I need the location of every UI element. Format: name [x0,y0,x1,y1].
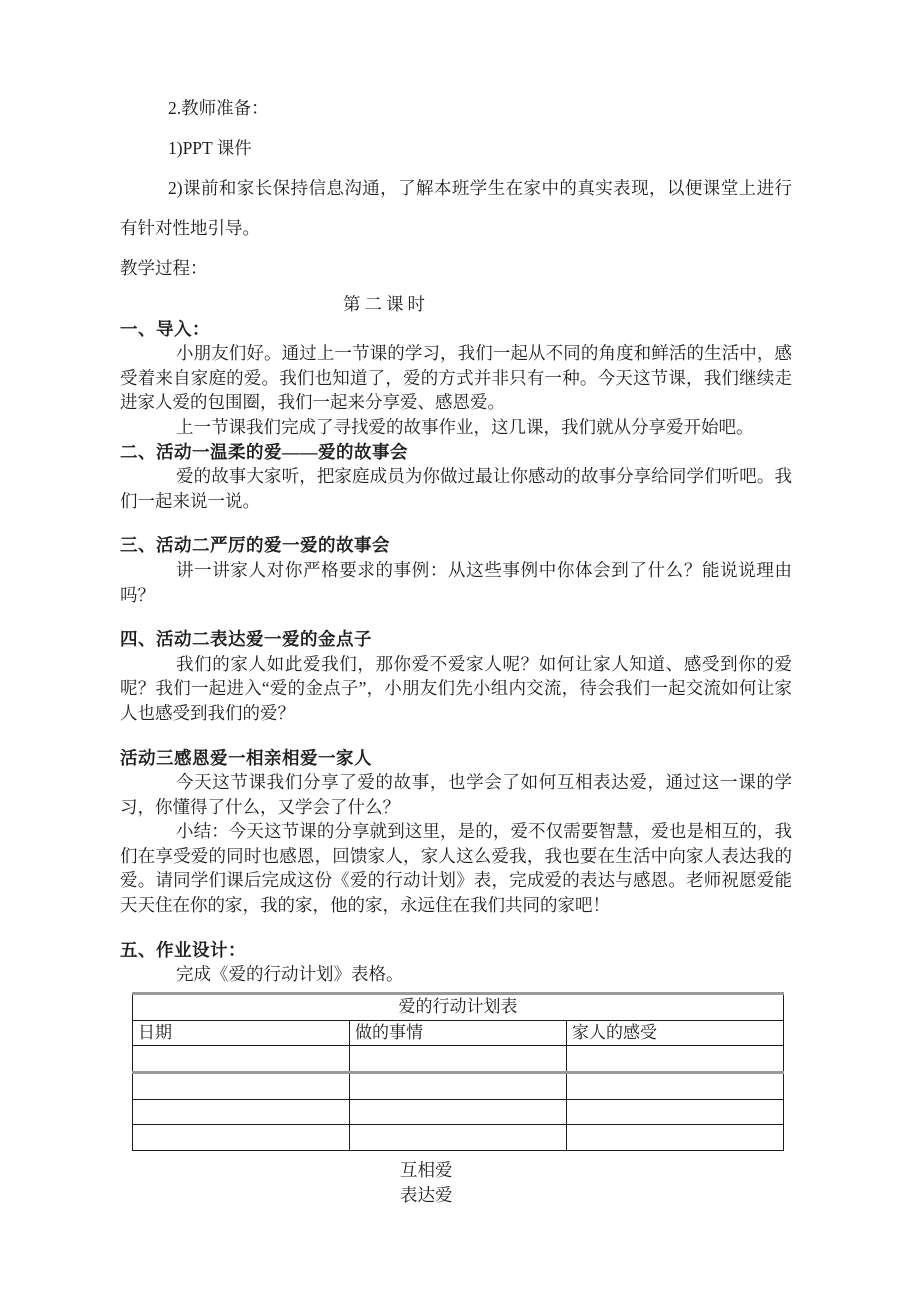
table-header-family-feeling: 家人的感受 [567,1020,784,1046]
table-empty-cell [567,1073,784,1100]
table-empty-cell [350,1046,567,1073]
prep-line-communication: 2)课前和家长保持信息沟通，了解本班学生在家中的真实表现，以便课堂上进行有针对性地引导。 [120,178,792,238]
table-empty-cell [350,1125,567,1151]
table-empty-cell [133,1125,350,1151]
process-heading: 教学过程： [120,258,208,278]
table-empty-cell [567,1099,784,1125]
footer-line-express-love: 表达爱 [400,1184,453,1205]
section6-heading: 五、作业设计： [120,939,246,960]
table-empty-cell [567,1046,784,1073]
lesson-body [120,292,792,1208]
table-empty-cell [350,1099,567,1125]
table-empty-cell [350,1073,567,1100]
section4-paragraph-1: 我们的家人如此爱我们，那你爱不爱家人呢？如何让家人知道、感受到你的爱呢？我们一起进入“爱的金点子”，小朋友们先小组内交流，待会我们一起交流如何让家人也感受到我们的爱？ [120,653,792,723]
section4-heading: 四、活动二表达爱一爱的金点子 [120,629,372,650]
table-empty-row [133,1073,784,1100]
table-empty-cell [133,1099,350,1125]
section6-paragraph-1: 完成《爱的行动计划》表格。 [176,964,404,985]
table-empty-row [133,1046,784,1073]
table-header-deed: 做的事情 [350,1020,567,1046]
action-plan-table [132,992,784,1151]
table-empty-cell [133,1073,350,1100]
section1-heading: 一、导入： [120,318,210,339]
footer-line-mutual-love: 互相爱 [400,1159,453,1180]
prep-line-ppt: 1)PPT 课件 [168,138,252,158]
section3-paragraph-1: 讲一讲家人对你严格要求的事例：从这些事例中你体会到了什么？能说说理由吗？ [120,559,792,605]
section5-paragraph-1: 今天这节课我们分享了爱的故事，也学会了如何互相表达爱，通过这一课的学习，你懂得了什么，又学会了什么？ [120,772,792,817]
prep-line-teacher: 2.教师准备： [168,98,269,118]
table-empty-cell [133,1046,350,1073]
section5-paragraph-2: 小结：今天这节课的分享就到这里，是的，爱不仅需要智慧，爱也是相互的，我们在享受爱的同时也感恩，回馈家人，家人这么爱我，我也要在生活中向家人表达我的爱。请同学们课后完成这份《爱的行动计划》表，完成爱的表达与感恩。老师祝愿爱能天天住在你的家，我的家，他的家，永远住在我们共同的家吧！ [120,821,792,916]
table-header-date: 日期 [133,1020,350,1046]
table-empty-row [133,1125,784,1151]
section2-heading: 二、活动一温柔的爱——爱的故事会 [120,441,408,462]
section1-paragraph-2: 上一节课我们完成了寻找爱的故事作业，这几课，我们就从分享爱开始吧。 [176,416,754,437]
table-header-row [133,1020,784,1046]
section1-paragraph-1: 小朋友们好。通过上一节课的学习，我们一起从不同的角度和鲜活的生活中，感受着来自家庭的爱。我们也知道了，爱的方式并非只有一种。今天这节课，我们继续走进家人爱的包围圈，我们一起来分享爱、感恩爱。 [120,343,792,413]
session-title: 第二课时 [343,294,429,314]
table-title-row [133,993,784,1020]
section3-heading: 三、活动二严厉的爱一爱的故事会 [120,535,390,556]
table-empty-cell [567,1125,784,1151]
table-title: 爱的行动计划表 [133,993,784,1020]
section5-heading: 活动三感恩爱一相亲相爱一家人 [120,747,372,768]
section2-paragraph-1: 爱的故事大家听，把家庭成员为你做过最让你感动的故事分享给同学们听吧。我们一起来说一说。 [120,466,792,511]
preparation-section [120,88,792,288]
table-empty-row [133,1099,784,1125]
